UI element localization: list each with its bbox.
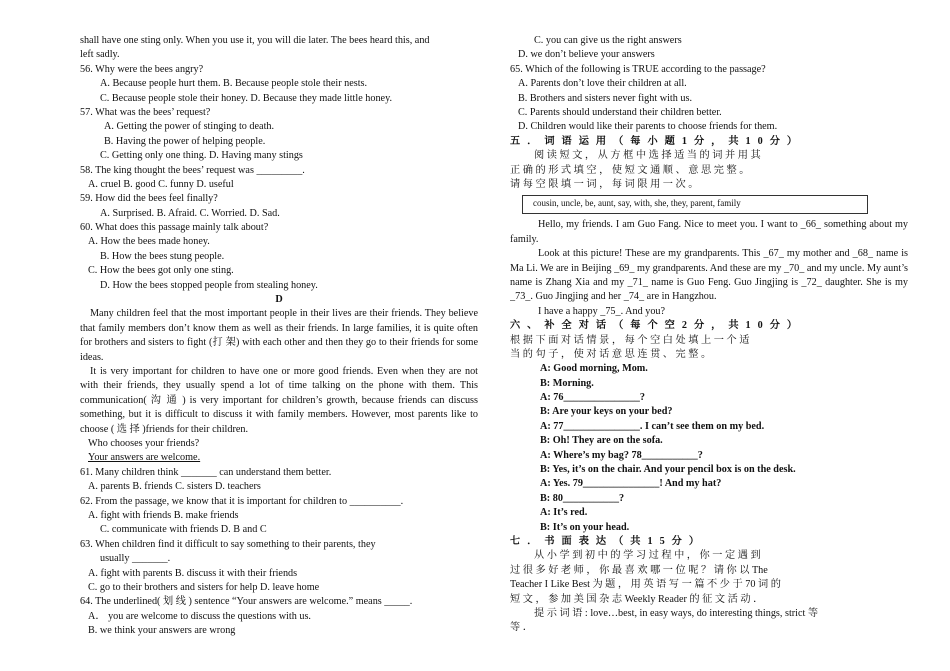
passage-line: shall have one sting only. When you use it, you will die later. The bees heard this, and [80, 35, 430, 46]
dialogue-line: A: Good morning, Mom. [540, 363, 648, 375]
instruction-line: 阅 读 短 文 ， 从 方 框 中 选 择 适 当 的 词 并 用 其 [534, 150, 761, 162]
left-column [80, 34, 478, 639]
section-7-title: 七．书面表达（共15分） [510, 535, 707, 547]
section-6-title: 六、补全对话（每个空2分，共10分） [510, 320, 805, 332]
passage-question-line: Who chooses your friends? [88, 438, 200, 450]
option-line: D. Children would like their parents to choose friends for them. [518, 121, 778, 133]
dialogue-line: B: Are your keys on your bed? [540, 406, 673, 418]
writing-hint: 提 示 词 语 : love…best, in easy ways, do interesting things, strict 等 [534, 607, 819, 619]
underlined-sentence: Your answers are welcome. [88, 452, 201, 464]
writing-instruction: 从 小 学 到 初 中 的 学 习 过 程 中 ， 你 一 定 遇 到 [534, 550, 761, 562]
writing-instruction: Teacher I Like Best 为 题 ， 用 英 语 写 一 篇 不 少 于 70 词 的 [510, 579, 781, 591]
question-64: 64. The underlined( 划 线 ) sentence “Your answers are welcome.” means _____. [80, 596, 413, 608]
dialogue-line: B: Morning. [540, 377, 594, 389]
question-65: 65. Which of the following is TRUE according to the passage? [510, 63, 766, 75]
passage-line: left sadly. [80, 49, 120, 61]
option-line: C. you can give us the right answers [534, 35, 682, 46]
option-line: A. Because people hurt them. B. Because people stole their nests. [100, 78, 368, 90]
option-line: A. Surprised. B. Afraid. C. Worried. D. Sad. [100, 207, 280, 219]
option-line: A． you are welcome to discuss the questions with us. [88, 610, 311, 622]
question-58: 58. The king thought the bees’ request was _________. [80, 164, 305, 176]
dialogue-line: A: It’s red. [540, 507, 588, 519]
section-5-title: 五．词语运用（每小题1分，共10分） [510, 135, 805, 147]
question-60: 60. What does this passage mainly talk about? [80, 222, 269, 234]
passage-d-paragraph-2: It is very important for children to have one or more good friends. Even when they are not with their friends, they usually spend a lot of time talking on the phone with them. This communication( 沟 通 ) is very important for children’s growth, because friends can discuss something, but it is difficult to discuss it with family members. However, most parents like to choose ( 选 择 )friends for their children. [80, 366, 478, 435]
instruction-line: 根 据 下 面 对 话 情 景 ， 每 个 空 白 处 填 上 一 个 适 [510, 334, 750, 346]
option-line: C. Parents should understand their children better. [518, 106, 722, 118]
dialogue-line: B: Oh! They are on the sofa. [540, 435, 663, 447]
instruction-line: 请 每 空 限 填 一 词 ， 每 词 限 用 一 次 。 [510, 178, 699, 190]
option-line: A. fight with parents B. discuss it with their friends [88, 567, 298, 579]
option-line: C. communicate with friends D. B and C [100, 524, 267, 536]
passage-d-paragraph-1: Many children feel that the most important people in their lives are their friends. They believe that family members don’t know them as well as their friends. In large families, it is quite often for brothers and sisters to fight (打 架) with each other and then they go to their friends for some ideas. [80, 308, 478, 363]
option-line: D. we don’t believe your answers [518, 49, 655, 61]
question-57: 57. What was the bees’ request? [80, 106, 211, 118]
option-line: B. How the bees stung people. [100, 250, 225, 262]
dialogue-blank-79: A: Yes. 79_______________! And my hat? [540, 478, 722, 490]
section-d-title: D [275, 294, 283, 306]
option-line: B. Having the power of helping people. [104, 135, 266, 147]
question-56: 56. Why were the bees angry? [80, 63, 204, 75]
option-line: B. Brothers and sisters never fight with us. [518, 92, 693, 104]
option-line: C. go to their brothers and sisters for help D. leave home [88, 581, 320, 593]
writing-hint: 等 ． [510, 622, 533, 634]
dialogue-blank-78: A: Where’s my bag? 78___________? [540, 449, 703, 461]
cloze-paragraph-3: I have a happy _75_. And you? [538, 305, 666, 317]
cloze-paragraph-1: Hello, my friends. I am Guo Fang. Nice to meet you. I want to _66_ something about my family. [510, 219, 908, 245]
option-line: A. parents B. friends C. sisters D. teachers [88, 481, 261, 493]
dialogue-line: B: It’s on your head. [540, 521, 630, 533]
question-59: 59. How did the bees feel finally? [80, 193, 218, 205]
right-column [510, 34, 908, 636]
option-line: C. Getting only one thing. D. Having many stings [100, 150, 303, 162]
dialogue-blank-76: A: 76_______________? [540, 392, 645, 404]
option-line: A. Parents don’t love their children at all. [518, 78, 687, 90]
option-line: A. fight with friends B. make friends [88, 510, 239, 522]
writing-instruction: 过 很 多 好 老 师 ， 你 最 喜 欢 哪 一 位 呢 ？ 请 你 以 The [510, 564, 768, 576]
word-box: cousin, uncle, be, aunt, say, with, she, they, parent, family [522, 195, 868, 214]
question-63: 63. When children find it difficult to say something to their parents, they [80, 538, 376, 550]
cloze-paragraph-2: Look at this picture! These are my grandparents. This _67_ my mother and _68_ name is Ma Li. We are in Beijing _69_ my grandparents. And these are my _70_ and my uncle. My aunt’s name is Zhang Xia and my _71_ name is Guo Feng. Guo Jingjing is _72_ daughter. She is my _73_. Guo Jingjing and her _74_ are in Hangzhou. [510, 248, 908, 303]
option-line: C. How the bees got only one sting. [88, 265, 234, 277]
question-61: 61. Many children think _______ can understand them better. [80, 466, 332, 478]
writing-instruction: 短 文 ， 参 加 美 国 杂 志 Weekly Reader 的 征 文 活 动 ． [510, 593, 764, 605]
question-62: 62. From the passage, we know that it is important for children to __________. [80, 495, 404, 507]
dialogue-line: B: Yes, it’s on the chair. And your pencil box is on the desk. [540, 464, 796, 476]
dialogue-blank-77: A: 77_______________. I can’t see them on my bed. [540, 420, 765, 432]
option-line: C. Because people stole their honey. D. Because they made little honey. [100, 92, 393, 104]
option-line: usually _______. [100, 553, 171, 565]
option-line: A. Getting the power of stinging to death. [104, 121, 275, 133]
option-line: D. How the bees stopped people from stealing honey. [100, 279, 318, 291]
option-line: B. we think your answers are wrong [88, 625, 236, 637]
dialogue-blank-80: B: 80___________? [540, 492, 625, 504]
instruction-line: 当 的 句 子 ， 使 对 话 意 思 连 贯 、 完 整 。 [510, 348, 712, 360]
option-line: A. How the bees made honey. [88, 236, 210, 248]
option-line: A. cruel B. good C. funny D. useful [88, 178, 234, 190]
instruction-line: 正 确 的 形 式 填 空 ， 使 短 文 通 顺 、 意 思 完 整 。 [510, 164, 750, 176]
